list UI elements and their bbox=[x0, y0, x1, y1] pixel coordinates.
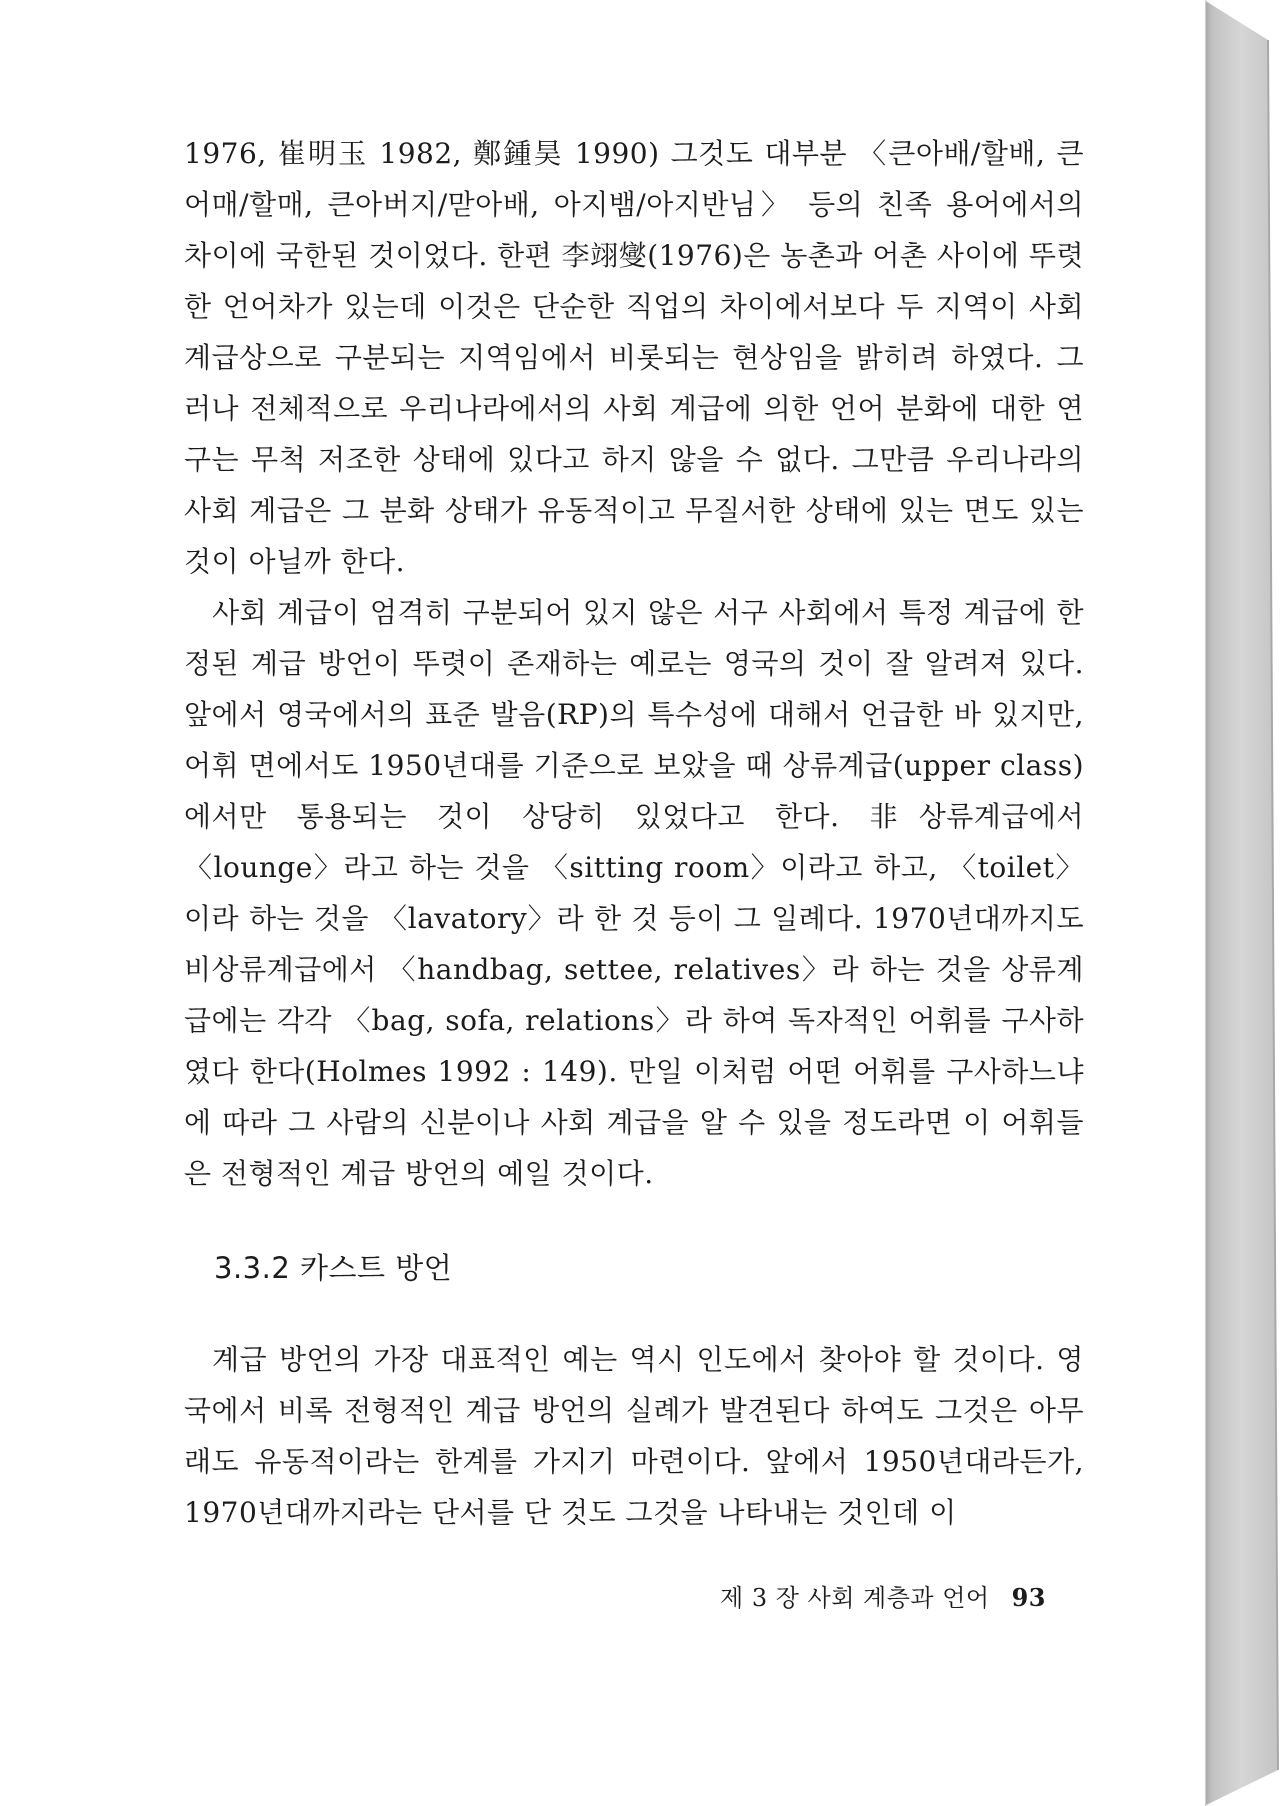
page-footer bbox=[720, 1578, 1046, 1613]
paragraph-1: 1976, 崔明玉 1982, 鄭鍾昊 1990) 그것도 대부분 〈큰아배/할배, 큰어매/할매, 큰아버지/맏아배, 아지뱀/아지반님〉 등의 친족 용어에서의 차이에 국한된 것이었다. 한편 李翊燮(1976)은 농촌과 어촌 사이에 뚜렷한 언어차가 있는데 이것은 단순한 직업의 차이에서보다 두 지역이 사회 계급상으로 구분되는 지역임에서 비롯되는 현상임을 밝히려 하였다. 그러나 전체적으로 우리나라에서의 사회 계급에 의한 언어 분화에 대한 연구는 무척 저조한 상태에 있다고 하지 않을 수 없다. 그만큼 우리나라의 사회 계급은 그 분화 상태가 유동적이고 무질서한 상태에 있는 면도 있는 것이 아닐까 한다. bbox=[184, 137, 1084, 578]
page-number: 93 bbox=[1011, 1583, 1046, 1612]
section-heading: 3.3.2 카스트 방언 bbox=[214, 1251, 453, 1285]
book-edge-graphic bbox=[1198, 0, 1282, 1806]
paragraph-2: 사회 계급이 엄격히 구분되어 있지 않은 서구 사회에서 특정 계급에 한정된 계급 방언이 뚜렷이 존재하는 예로는 영국의 것이 잘 알려져 있다. 앞에서 영국에서의 표준 발음(RP)의 특수성에 대해서 언급한 바 있지만, 어휘 면에서도 1950년대를 기준으로 보았을 때 상류계급(upper class)에서만 통용되는 것이 상당히 있었다고 한다. 非상류계급에서 〈lounge〉라고 하는 것을 〈sitting room〉이라고 하고, 〈toilet〉이라 하는 것을 〈lavatory〉라 한 것 등이 그 일례다. 1970년대까지도 비상류계급에서 〈handbag, settee, relatives〉라 하는 것을 상류계급에는 각각 〈bag, sofa, relations〉라 하여 독자적인 어휘를 구사하였다 한다(Holmes 1992 : 149). 만일 이처럼 어떤 어휘를 구사하느냐에 따라 그 사람의 신분이나 사회 계급을 알 수 있을 정도라면 이 어휘들은 전형적인 계급 방언의 예일 것이다. bbox=[184, 596, 1084, 1190]
book-page-edge bbox=[1198, 0, 1282, 1806]
page-body bbox=[184, 128, 1084, 1538]
paragraph-3: 계급 방언의 가장 대표적인 예는 역시 인도에서 찾아야 할 것이다. 영국에서 비록 전형적인 계급 방언의 실례가 발견된다 하여도 그것은 아무래도 유동적이라는 한계를 가지기 마련이다. 앞에서 1950년대라든가, 1970년대까지라는 단서를 단 것도 그것을 나타내는 것인데 이 bbox=[184, 1343, 1084, 1529]
running-title: 제 3 장 사회 계층과 언어 bbox=[720, 1584, 990, 1612]
